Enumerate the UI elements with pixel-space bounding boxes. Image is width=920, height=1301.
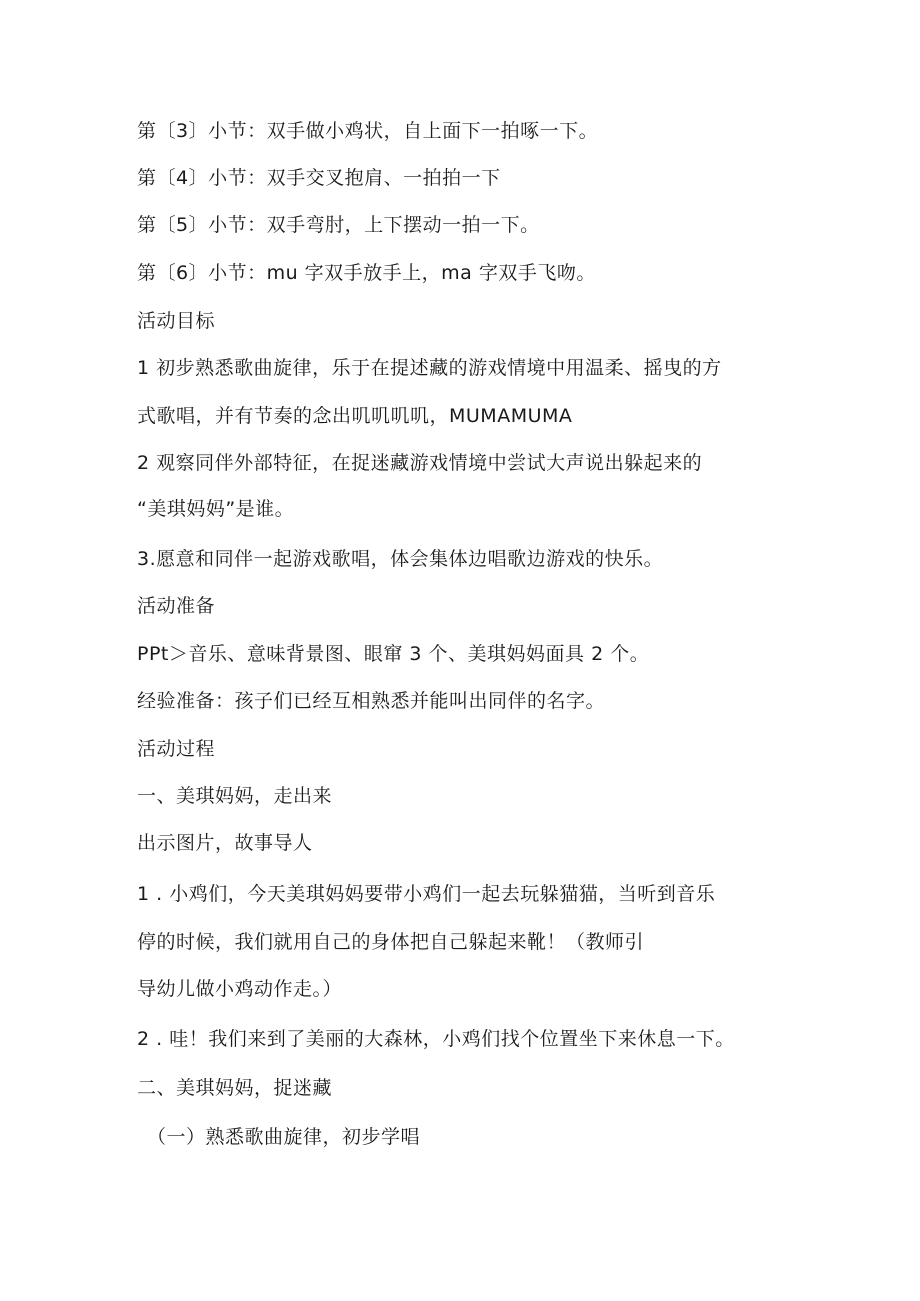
section-heading: 活动过程 (137, 738, 216, 760)
text-line: 第〔5〕小节：双手弯肘，上下摆动一拍一下。 (137, 214, 540, 236)
text-line: 出示图片，故事导人 (137, 832, 313, 854)
text-line: 第〔3〕小节：双手做小鸡状，自上面下一拍啄一下。 (137, 120, 599, 142)
text-line: 二、美琪妈妈，捉迷藏 (137, 1077, 333, 1099)
text-line: 停的时候，我们就用自己的身体把自己躲起来靴！（教师引 (137, 931, 645, 953)
text-line: （一）熟悉歌曲旋律，初步学唱 (147, 1126, 421, 1148)
section-heading: 活动准备 (137, 595, 216, 617)
text-line: PPt＞音乐、意味背景图、眼窜 3 个、美琪妈妈面具 2 个。 (137, 643, 650, 665)
section-heading: 活动目标 (137, 310, 216, 332)
text-line: 3.愿意和同伴一起游戏歌唱，体会集体边唱歌边游戏的快乐。 (137, 548, 664, 570)
text-line: 1 初步熟悉歌曲旋律，乐于在提述藏的游戏情境中用温柔、摇曳的方 (137, 357, 722, 379)
text-line: 导幼儿做小鸡动作走。） (137, 978, 343, 1000)
text-line: 2 . 哇！我们来到了美丽的大森林，小鸡们找个位置坐下来休息一下。 (137, 1028, 735, 1050)
text-line: 第〔4〕小节：双手交叉抱肩、一拍拍一下 (137, 167, 501, 189)
text-line: 2 观察同伴外部特征，在捉迷藏游戏情境中尝试大声说出躲起来的 (137, 452, 703, 474)
text-line: 1 . 小鸡们，今天美琪妈妈要带小鸡们一起去玩躲猫猫，当听到音乐 (137, 883, 716, 905)
text-line: 式歌唱，并有节奏的念出叽叽叽叽，MUMAMUMA (137, 405, 573, 427)
text-line: “美琪妈妈”是谁。 (137, 498, 295, 520)
text-line: 一、美琪妈妈，走出来 (137, 785, 333, 807)
text-line: 经验准备：孩子们已经互相熟悉并能叫出同伴的名字。 (137, 690, 606, 712)
text-line: 第〔6〕小节：mu 字双手放手上，ma 字双手飞吻。 (137, 262, 596, 284)
